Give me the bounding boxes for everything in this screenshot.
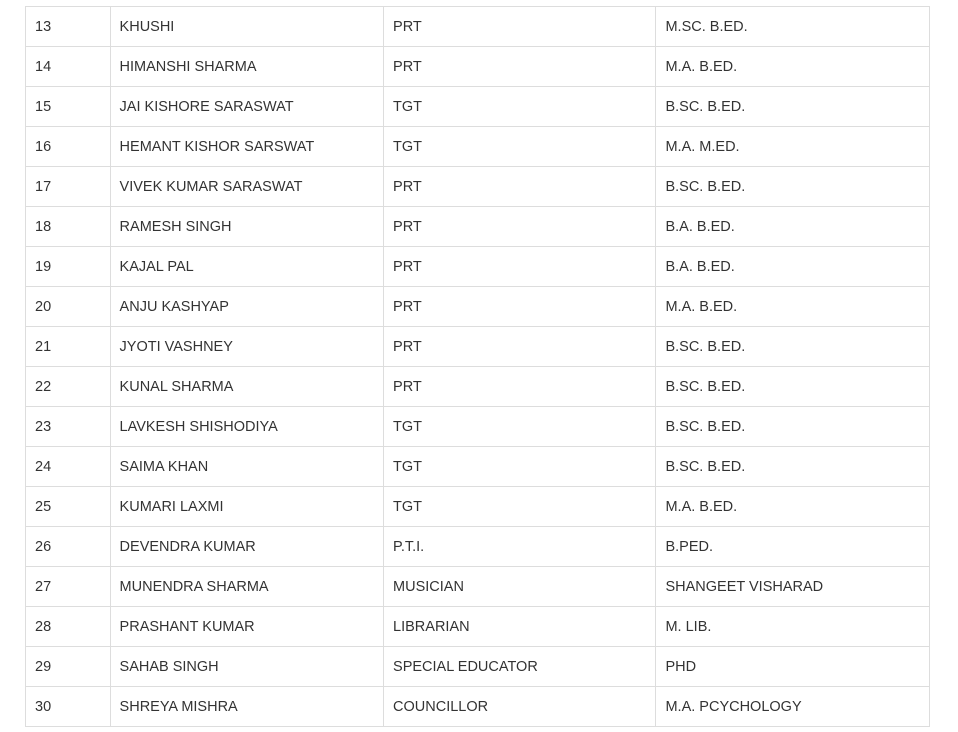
staff-name-cell: LAVKESH SHISHODIYA: [110, 407, 383, 447]
staff-name-cell: MUNENDRA SHARMA: [110, 567, 383, 607]
table-row: [26, 487, 930, 527]
qualification-cell: B.SC. B.ED.: [656, 367, 930, 407]
serial-number-cell: 19: [26, 247, 111, 287]
post-cell: LIBRARIAN: [384, 607, 656, 647]
serial-number-cell: 20: [26, 287, 111, 327]
staff-name-cell: KUNAL SHARMA: [110, 367, 383, 407]
serial-number-cell: 18: [26, 207, 111, 247]
serial-number-cell: 25: [26, 487, 111, 527]
table-row: [26, 7, 930, 47]
post-cell: PRT: [384, 47, 656, 87]
serial-number-cell: 16: [26, 127, 111, 167]
post-cell: PRT: [384, 287, 656, 327]
post-cell: COUNCILLOR: [384, 687, 656, 727]
serial-number-cell: 14: [26, 47, 111, 87]
qualification-cell: PHD: [656, 647, 930, 687]
qualification-cell: SHANGEET VISHARAD: [656, 567, 930, 607]
post-cell: PRT: [384, 207, 656, 247]
qualification-cell: M.A. B.ED.: [656, 287, 930, 327]
table-row: [26, 567, 930, 607]
staff-name-cell: HIMANSHI SHARMA: [110, 47, 383, 87]
qualification-cell: B.SC. B.ED.: [656, 87, 930, 127]
staff-name-cell: SAIMA KHAN: [110, 447, 383, 487]
serial-number-cell: 22: [26, 367, 111, 407]
staff-name-cell: PRASHANT KUMAR: [110, 607, 383, 647]
serial-number-cell: 29: [26, 647, 111, 687]
qualification-cell: M.A. M.ED.: [656, 127, 930, 167]
qualification-cell: B.SC. B.ED.: [656, 167, 930, 207]
serial-number-cell: 17: [26, 167, 111, 207]
serial-number-cell: 21: [26, 327, 111, 367]
staff-table-body: [26, 7, 930, 727]
serial-number-cell: 24: [26, 447, 111, 487]
post-cell: PRT: [384, 327, 656, 367]
qualification-cell: M.A. PCYCHOLOGY: [656, 687, 930, 727]
serial-number-cell: 30: [26, 687, 111, 727]
table-row: [26, 247, 930, 287]
qualification-cell: B.SC. B.ED.: [656, 447, 930, 487]
qualification-cell: B.A. B.ED.: [656, 207, 930, 247]
table-row: [26, 607, 930, 647]
table-row: [26, 407, 930, 447]
staff-name-cell: SAHAB SINGH: [110, 647, 383, 687]
post-cell: TGT: [384, 127, 656, 167]
serial-number-cell: 15: [26, 87, 111, 127]
qualification-cell: B.SC. B.ED.: [656, 327, 930, 367]
table-row: [26, 87, 930, 127]
qualification-cell: B.A. B.ED.: [656, 247, 930, 287]
serial-number-cell: 28: [26, 607, 111, 647]
table-row: [26, 647, 930, 687]
serial-number-cell: 23: [26, 407, 111, 447]
staff-table: [25, 6, 930, 727]
qualification-cell: M.A. B.ED.: [656, 487, 930, 527]
serial-number-cell: 13: [26, 7, 111, 47]
qualification-cell: B.SC. B.ED.: [656, 407, 930, 447]
post-cell: PRT: [384, 7, 656, 47]
staff-name-cell: KHUSHI: [110, 7, 383, 47]
post-cell: TGT: [384, 487, 656, 527]
post-cell: PRT: [384, 367, 656, 407]
post-cell: PRT: [384, 247, 656, 287]
serial-number-cell: 27: [26, 567, 111, 607]
post-cell: MUSICIAN: [384, 567, 656, 607]
table-row: [26, 447, 930, 487]
table-row: [26, 367, 930, 407]
staff-name-cell: RAMESH SINGH: [110, 207, 383, 247]
post-cell: PRT: [384, 167, 656, 207]
staff-name-cell: ANJU KASHYAP: [110, 287, 383, 327]
table-row: [26, 47, 930, 87]
table-row: [26, 327, 930, 367]
post-cell: TGT: [384, 407, 656, 447]
staff-name-cell: DEVENDRA KUMAR: [110, 527, 383, 567]
table-row: [26, 527, 930, 567]
post-cell: SPECIAL EDUCATOR: [384, 647, 656, 687]
table-row: [26, 127, 930, 167]
staff-name-cell: JAI KISHORE SARASWAT: [110, 87, 383, 127]
qualification-cell: M.SC. B.ED.: [656, 7, 930, 47]
table-row: [26, 207, 930, 247]
staff-name-cell: JYOTI VASHNEY: [110, 327, 383, 367]
post-cell: TGT: [384, 447, 656, 487]
qualification-cell: M.A. B.ED.: [656, 47, 930, 87]
serial-number-cell: 26: [26, 527, 111, 567]
post-cell: TGT: [384, 87, 656, 127]
qualification-cell: B.PED.: [656, 527, 930, 567]
staff-name-cell: SHREYA MISHRA: [110, 687, 383, 727]
table-row: [26, 687, 930, 727]
qualification-cell: M. LIB.: [656, 607, 930, 647]
table-row: [26, 167, 930, 207]
staff-name-cell: HEMANT KISHOR SARSWAT: [110, 127, 383, 167]
table-row: [26, 287, 930, 327]
post-cell: P.T.I.: [384, 527, 656, 567]
staff-name-cell: KUMARI LAXMI: [110, 487, 383, 527]
staff-name-cell: KAJAL PAL: [110, 247, 383, 287]
staff-name-cell: VIVEK KUMAR SARASWAT: [110, 167, 383, 207]
